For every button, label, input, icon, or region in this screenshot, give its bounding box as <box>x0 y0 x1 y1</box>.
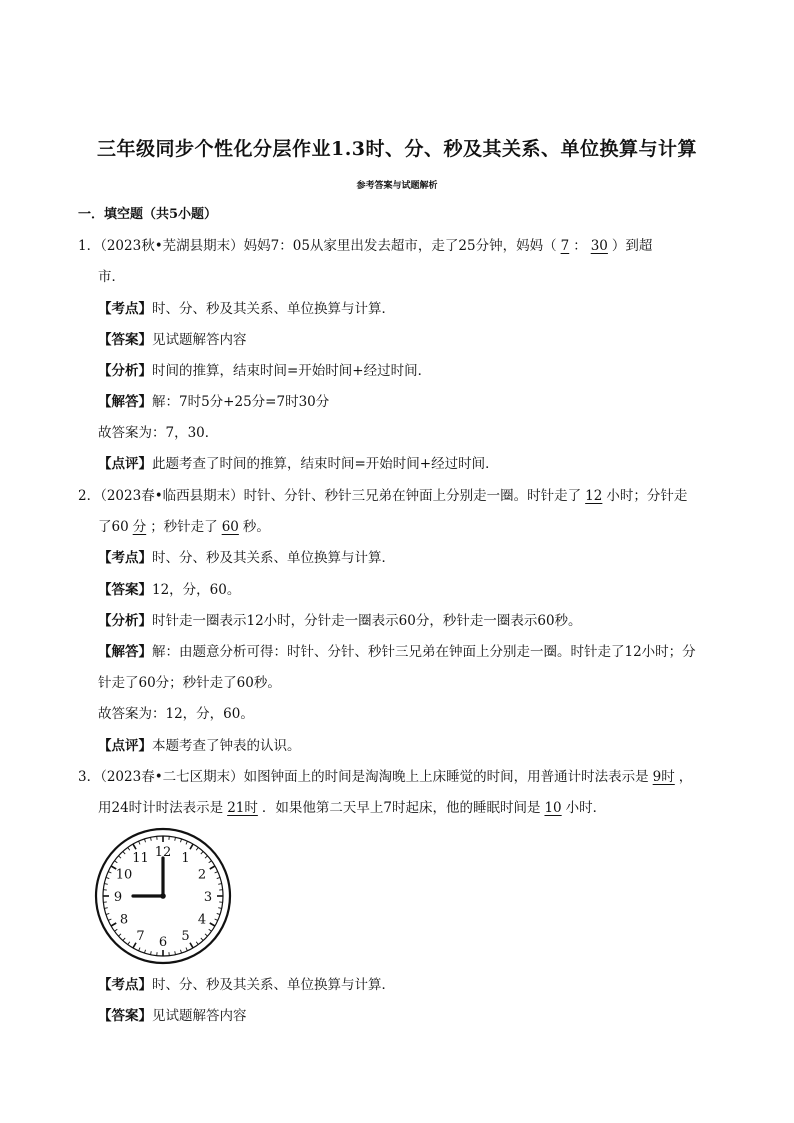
clock-tick <box>190 943 193 948</box>
clock-tick <box>196 847 198 850</box>
clock-tick <box>111 923 116 926</box>
clock-tick <box>106 913 109 914</box>
clock-number: 12 <box>154 845 172 860</box>
clock-tick <box>180 950 181 953</box>
q1-final-answer: 故答案为：7，30． <box>98 425 219 441</box>
clock-number: 9 <box>113 890 123 905</box>
clock-number: 11 <box>132 851 149 867</box>
q1-answer: 【答案】见试题解答内容 <box>98 332 247 348</box>
clock-number: 10 <box>115 867 133 883</box>
page-subtitle: 参考答案与试题解析 <box>356 181 438 191</box>
q2-line1: 2．（2023春•临西县期末）时针、分针、秒针三兄弟在钟面上分别走一圈。时针走了12小时；分针走 <box>78 488 688 504</box>
clock-center <box>160 893 166 899</box>
clock-tick <box>205 856 208 858</box>
clock-tick <box>151 837 152 840</box>
clock-number: 8 <box>119 912 129 928</box>
q3-answer-blank-3: 10 <box>544 800 562 816</box>
clock-tick <box>186 841 187 844</box>
clock-tick <box>190 844 193 849</box>
clock-number: 7 <box>136 928 145 944</box>
q1-kaodian: 【考点】时、分、秒及其关系、单位换算与计算． <box>98 301 395 317</box>
clock-tick <box>210 923 215 926</box>
q1-line2: 市． <box>98 269 125 285</box>
clock-tick <box>118 934 121 936</box>
clock-number: 1 <box>181 851 190 867</box>
clock-tick <box>175 837 176 840</box>
q3-kaodian: 【考点】时、分、秒及其关系、单位换算与计算． <box>98 977 395 993</box>
clock-figure <box>93 826 233 966</box>
clock-tick <box>114 929 117 931</box>
clock-tick <box>133 844 136 849</box>
clock-tick <box>209 929 212 931</box>
q2-answer: 【答案】12，分，60。 <box>98 582 241 598</box>
q2-line2: 了60分；秒针走了60秒。 <box>98 519 270 535</box>
clock-tick <box>139 841 140 844</box>
q3-answer: 【答案】见试题解答内容 <box>98 1008 247 1024</box>
clock-tick <box>123 938 125 941</box>
clock-tick <box>104 884 107 885</box>
q2-answer-blank-1: 12 <box>585 488 603 504</box>
q2-answer-blank-3: 60 <box>221 519 239 535</box>
q3-answer-blank-1: 9时 <box>652 769 675 785</box>
q3-line1: 3．（2023春•二七区期末）如图钟面上的时间是淘淘晚上上床睡觉的时间，用普通计时法表示是9时， <box>78 769 693 785</box>
clock-tick <box>118 856 121 858</box>
clock-tick <box>108 872 111 873</box>
clock-tick <box>128 942 130 945</box>
clock-tick <box>175 951 176 954</box>
clock-tick <box>151 951 152 954</box>
q1-comment: 【点评】此题考查了时间的推算，结束时间=开始时间+经过时间． <box>98 456 499 472</box>
q3-answer-blank-2: 21时 <box>227 800 258 816</box>
clock-tick <box>215 919 218 920</box>
clock-tick <box>218 884 221 885</box>
clock-number: 4 <box>197 912 207 928</box>
clock-tick <box>205 934 208 936</box>
clock-tick <box>186 948 187 951</box>
clock-number: 3 <box>203 890 213 905</box>
q2-analysis: 【分析】时针走一圈表示12小时，分针走一圈表示60分，秒针走一圈表示60秒。 <box>98 613 582 629</box>
q2-solution-cont: 针走了60分；秒针走了60秒。 <box>98 675 281 691</box>
clock-tick <box>201 851 203 854</box>
q1-analysis: 【分析】时间的推算，结束时间=开始时间+经过时间． <box>98 363 432 379</box>
q1-answer-blank-1: 7 <box>560 238 570 254</box>
q2-solution: 【解答】解：由题意分析可得：时针、分针、秒针三兄弟在钟面上分别走一圈。时针走了12小时；分 <box>98 644 696 660</box>
clock-tick <box>180 839 181 842</box>
clock-number: 2 <box>197 867 207 883</box>
q2-answer-blank-2: 分 <box>132 519 147 535</box>
clock-tick <box>114 861 117 863</box>
q2-kaodian: 【考点】时、分、秒及其关系、单位换算与计算． <box>98 550 395 566</box>
clock-tick <box>215 872 218 873</box>
page-title: 三年级同步个性化分层作业1.3时、分、秒及其关系、单位换算与计算 <box>96 138 698 160</box>
clock-tick <box>104 908 107 909</box>
q2-comment: 【点评】本题考查了钟表的认识。 <box>98 738 301 754</box>
clock-number: 6 <box>158 935 168 950</box>
q1-answer-blank-2: 30 <box>590 238 608 254</box>
clock-tick <box>210 866 215 869</box>
q1-line1: 1．（2023秋•芜湖县期末）妈妈7：05从家里出发去超市，走了25分钟，妈妈（7：30）到超 <box>78 238 653 254</box>
clock-tick <box>209 861 212 863</box>
q2-final-answer: 故答案为：12，分，60。 <box>98 706 254 722</box>
clock-tick <box>217 913 220 914</box>
clock-tick <box>201 938 203 941</box>
clock-tick <box>196 942 198 945</box>
clock-tick <box>144 950 145 953</box>
clock-tick <box>218 908 221 909</box>
q1-solution: 【解答】解：7时5分+25分=7时30分 <box>98 394 330 410</box>
clock-number: 5 <box>181 928 190 944</box>
clock-tick <box>217 877 220 878</box>
clock-tick <box>128 847 130 850</box>
clock-tick <box>139 948 140 951</box>
q3-line2: 用24时计时法表示是21时．如果他第二天早上7时起床，他的睡眠时间是10小时． <box>98 800 607 816</box>
clock-tick <box>108 919 111 920</box>
clock-tick <box>123 851 125 854</box>
clock-tick <box>144 839 145 842</box>
section-heading: 一．填空题（共5小题） <box>78 207 218 222</box>
clock-tick <box>106 877 109 878</box>
